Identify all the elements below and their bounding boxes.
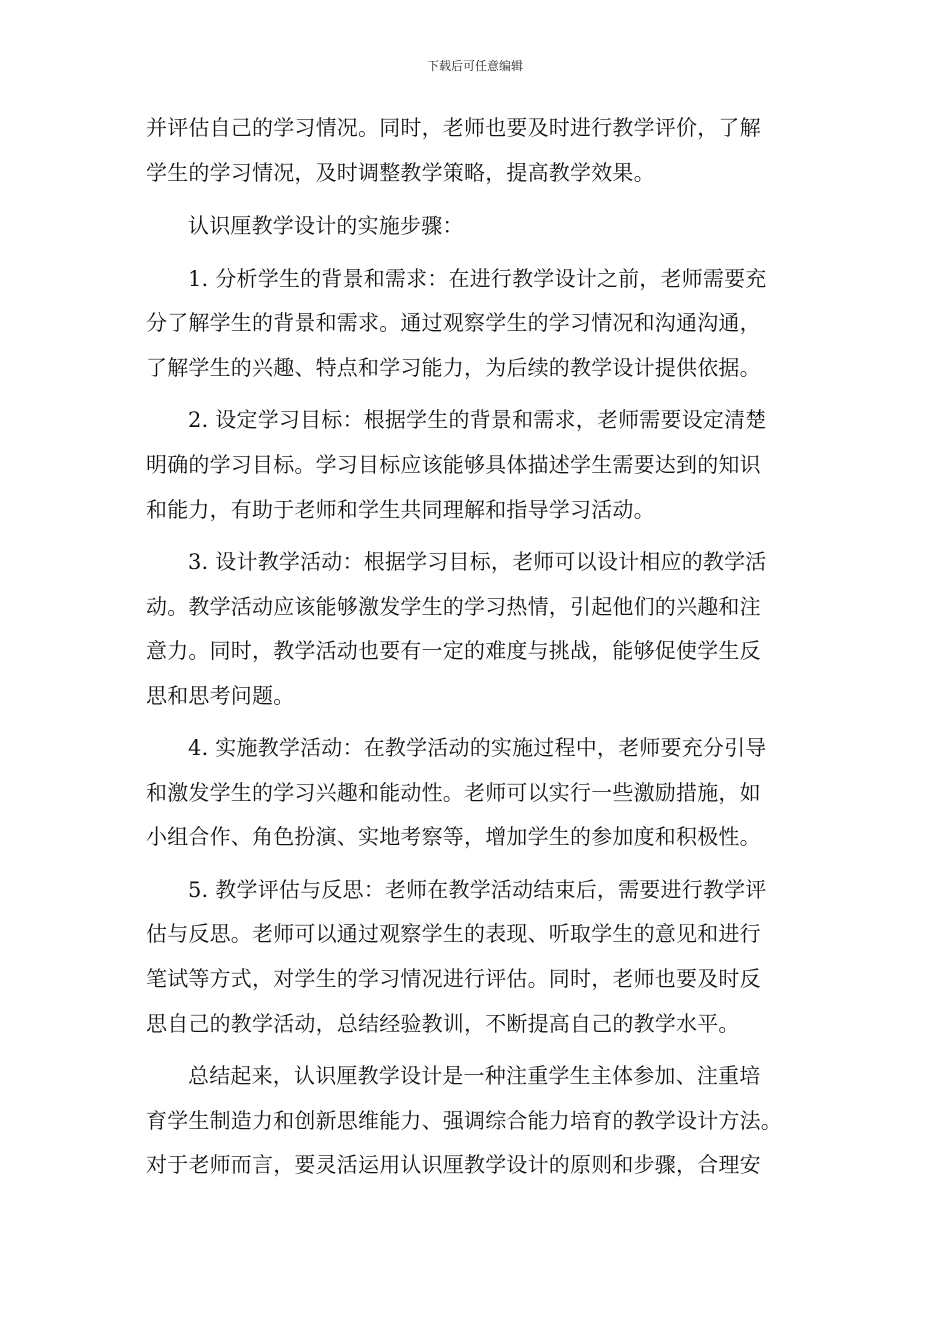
text-line: 分了解学生的背景和需求。通过观察学生的学习情况和沟通沟通，: [146, 311, 761, 335]
page-header: 下载后可任意编辑: [426, 59, 523, 73]
text-line: 3. 设计教学活动：根据学习目标，老师可以设计相应的教学活: [188, 550, 767, 574]
text-line: 动。教学活动应该能够激发学生的学习热情，引起他们的兴趣和注: [146, 595, 761, 619]
text-line: 并评估自己的学习情况。同时，老师也要及时进行教学评价，了解: [146, 116, 761, 140]
text-line: 了解学生的兴趣、特点和学习能力，为后续的教学设计提供依据。: [146, 356, 761, 380]
text-line: 2. 设定学习目标：根据学生的背景和需求，老师需要设定清楚: [188, 408, 767, 432]
text-line: 学生的学习情况，及时调整教学策略，提高教学效果。: [146, 161, 655, 185]
text-line: 总结起来，认识厘教学设计是一种注重学生主体参加、注重培: [188, 1064, 761, 1088]
text-line: 明确的学习目标。学习目标应该能够具体描述学生需要达到的知识: [146, 453, 761, 477]
text-line: 育学生制造力和创新思维能力、强调综合能力培育的教学设计方法。: [146, 1109, 782, 1133]
text-line: 对于老师而言，要灵活运用认识厘教学设计的原则和步骤，合理安: [146, 1153, 761, 1177]
text-line: 和激发学生的学习兴趣和能动性。老师可以实行一些激励措施，如: [146, 781, 761, 805]
text-line: 笔试等方式，对学生的学习情况进行评估。同时，老师也要及时反: [146, 967, 761, 991]
text-line: 和能力，有助于老师和学生共同理解和指导学习活动。: [146, 498, 655, 522]
text-line: 思和思考问题。: [146, 684, 295, 708]
text-line: 认识厘教学设计的实施步骤：: [188, 214, 464, 238]
text-line: 小组合作、角色扮演、实地考察等，增加学生的参加度和积极性。: [146, 825, 761, 849]
text-line: 意力。同时，教学活动也要有一定的难度与挑战，能够促使学生反: [146, 639, 761, 663]
text-line: 5. 教学评估与反思：老师在教学活动结束后，需要进行教学评: [188, 878, 767, 902]
text-line: 4. 实施教学活动：在教学活动的实施过程中，老师要充分引导: [188, 736, 767, 760]
text-line: 估与反思。老师可以通过观察学生的表现、听取学生的意见和进行: [146, 922, 761, 946]
text-line: 思自己的教学活动，总结经验教训，不断提高自己的教学水平。: [146, 1012, 740, 1036]
text-line: 1. 分析学生的背景和需求：在进行教学设计之前，老师需要充: [188, 267, 767, 291]
